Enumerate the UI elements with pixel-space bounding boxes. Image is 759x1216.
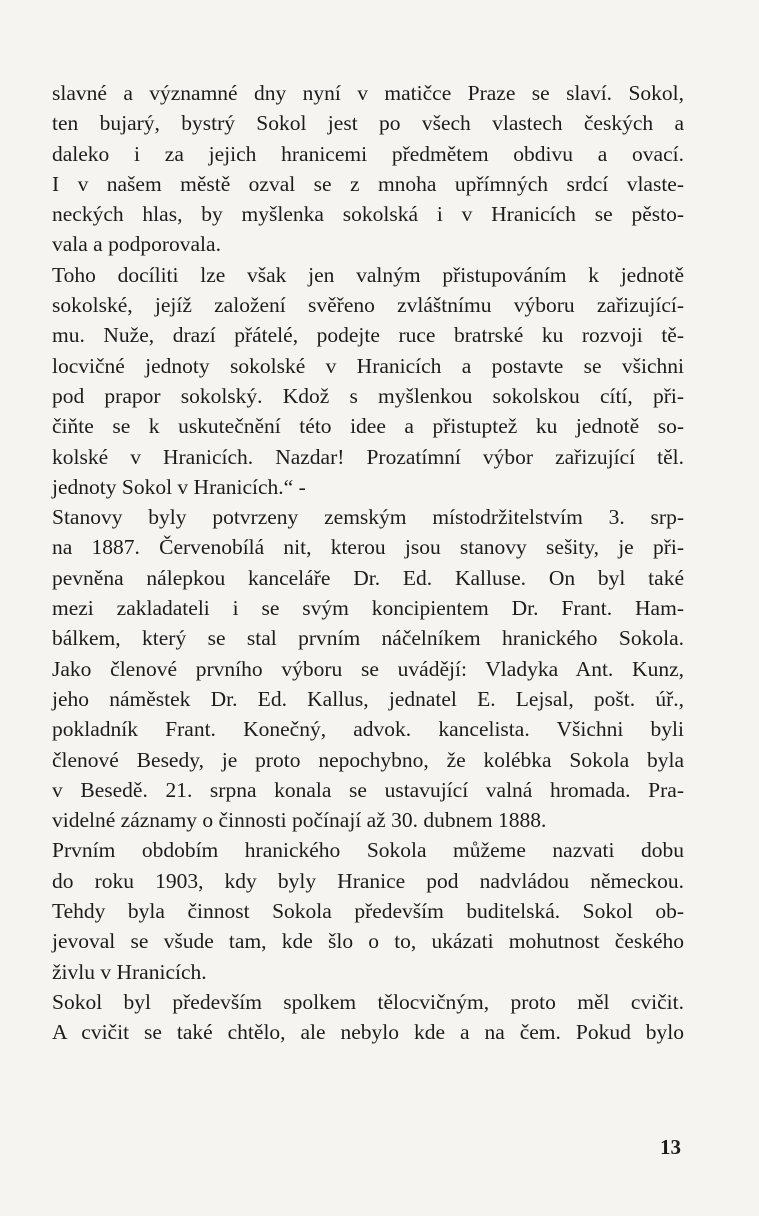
text-line: pevněna nálepkou kanceláře Dr. Ed. Kalluse. On byl také [52, 565, 684, 590]
text-line: locvičné jednoty sokolské v Hranicích a postavte se všichni [52, 353, 684, 378]
text-line: videlné záznamy o činnosti počínají až 30. dubnem 1888. [52, 808, 547, 833]
text-line: živlu v Hranicích. [52, 959, 207, 984]
text-line: pokladník Frant. Konečný, advok. kancelista. Všichni byli [52, 717, 684, 742]
text-line: pod prapor sokolský. Kdož s myšlenkou sokolskou cítí, při- [52, 383, 684, 408]
text-line: Toho docíliti lze však jen valným přistupováním k jednotě [52, 262, 684, 287]
paragraph-4 [52, 835, 684, 986]
text-line: mu. Nuže, drazí přátelé, podejte ruce bratrské ku rozvoji tě- [52, 323, 684, 348]
text-line: bálkem, který se stal prvním náčelníkem hranického Sokola. [52, 626, 684, 651]
text-line: kolské v Hranicích. Nazdar! Prozatímní výbor zařizující těl. [52, 444, 684, 469]
page-body [52, 78, 684, 1048]
text-line: Tehdy byla činnost Sokola především buditelská. Sokol ob- [52, 899, 684, 924]
text-line: členové Besedy, je proto nepochybno, že kolébka Sokola byla [52, 747, 684, 772]
text-line: v Besedě. 21. srpna konala se ustavující valná hromada. Pra- [52, 777, 684, 802]
text-line: vala a podporovala. [52, 232, 221, 257]
paragraph-1 [52, 78, 684, 260]
paragraph-2 [52, 260, 684, 502]
text-line: slavné a významné dny nyní v matičce Praze se slaví. Sokol, [52, 81, 684, 105]
text-line: Sokol byl především spolkem tělocvičným, proto měl cvičit. [52, 989, 684, 1014]
paragraph-3 [52, 502, 684, 835]
text-line: neckých hlas, by myšlenka sokolská i v Hranicích se pěsto- [52, 202, 684, 227]
text-line: Jako členové prvního výboru se uvádějí: Vladyka Ant. Kunz, [52, 656, 684, 681]
text-line: daleko i za jejich hranicemi předmětem obdivu a ovací. [52, 141, 684, 166]
text-line: jeho náměstek Dr. Ed. Kallus, jednatel E. Lejsal, pošt. úř., [52, 686, 684, 711]
text-line: I v našem městě ozval se z mnoha upřímných srdcí vlaste- [52, 171, 684, 196]
text-line: sokolské, jejíž založení svěřeno zvláštnímu výboru zařizující- [52, 293, 684, 318]
text-line: jevoval se všude tam, kde šlo o to, ukázati mohutnost českého [52, 929, 684, 954]
text-line: A cvičit se také chtělo, ale nebylo kde a na čem. Pokud bylo [52, 1020, 684, 1045]
text-line: mezi zakladateli i se svým koncipientem Dr. Frant. Ham- [52, 596, 684, 621]
text-line: čiňte se k uskutečnění této idee a přistuptež ku jednotě so- [52, 414, 684, 439]
text-line: jednoty Sokol v Hranicích.“ - [52, 474, 306, 499]
page-number: 13 [660, 1135, 681, 1159]
text-line: na 1887. Červenobílá nit, kterou jsou stanovy sešity, je při- [52, 535, 684, 560]
text-line: Prvním obdobím hranického Sokola můžeme nazvati dobu [52, 838, 684, 863]
text-line: do roku 1903, kdy byly Hranice pod nadvládou německou. [52, 868, 684, 893]
paragraph-5 [52, 987, 684, 1048]
text-line: ten bujarý, bystrý Sokol jest po všech vlastech českých a [52, 111, 684, 136]
text-line: Stanovy byly potvrzeny zemským místodržitelstvím 3. srp- [52, 505, 684, 530]
